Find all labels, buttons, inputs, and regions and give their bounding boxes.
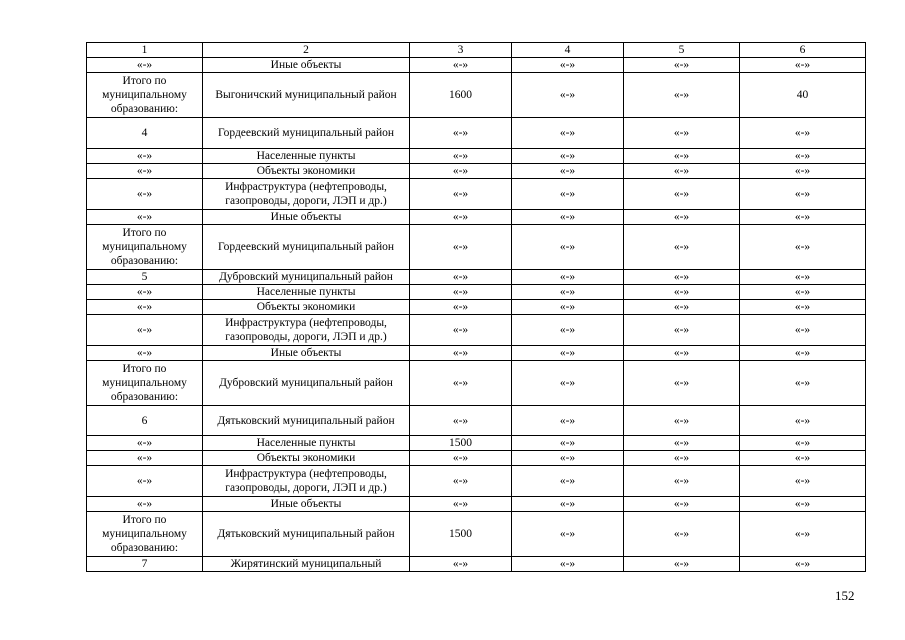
table-row [87,497,866,512]
table-header-row [87,43,866,58]
table-row [87,436,866,451]
table-cell-col-4: «-» [512,270,624,285]
table-cell-col-2: Инфраструктура (нефтепроводы, газопроводы, дороги, ЛЭП и др.) [203,315,410,346]
table-cell-col-1: «-» [87,436,203,451]
table-cell-col-3: «-» [410,149,512,164]
table-row [87,210,866,225]
table-row [87,164,866,179]
table-cell-col-4: «-» [512,225,624,270]
table-cell-col-6: «-» [740,210,866,225]
table-cell-col-2: Инфраструктура (нефтепроводы, газопроводы, дороги, ЛЭП и др.) [203,466,410,497]
table-cell-col-6: «-» [740,361,866,406]
table-cell-col-2: Населенные пункты [203,285,410,300]
table-cell-col-4: «-» [512,451,624,466]
table-row [87,118,866,149]
column-number-6: 6 [740,43,866,58]
table-cell-col-2: Объекты экономики [203,300,410,315]
table-cell-col-3: «-» [410,225,512,270]
table-cell-col-2: Гордеевский муниципальный район [203,118,410,149]
table-cell-col-6: «-» [740,512,866,557]
table-cell-col-3: «-» [410,497,512,512]
table-cell-col-1: «-» [87,346,203,361]
table-row [87,346,866,361]
table-cell-col-5: «-» [624,210,740,225]
table-cell-col-5: «-» [624,73,740,118]
table-row [87,58,866,73]
table-cell-col-4: «-» [512,315,624,346]
table-cell-col-6: «-» [740,406,866,436]
table-cell-col-3: «-» [410,179,512,210]
table-row [87,300,866,315]
table-cell-col-2: Гордеевский муниципальный район [203,225,410,270]
table-cell-col-6: «-» [740,149,866,164]
table-cell-col-2: Иные объекты [203,346,410,361]
table-cell-col-6: «-» [740,436,866,451]
table-cell-col-6: «-» [740,451,866,466]
table-cell-col-1: «-» [87,497,203,512]
table-cell-col-6: «-» [740,164,866,179]
table-cell-col-4: «-» [512,557,624,572]
table-cell-col-5: «-» [624,58,740,73]
page-number: 152 [835,588,855,603]
table-cell-col-1: «-» [87,164,203,179]
table-row [87,557,866,572]
table-cell-col-1: «-» [87,210,203,225]
table-cell-col-3: «-» [410,346,512,361]
table-cell-col-4: «-» [512,164,624,179]
table-cell-col-1: «-» [87,149,203,164]
table-cell-col-4: «-» [512,210,624,225]
table-cell-col-6: «-» [740,466,866,497]
table-row [87,466,866,497]
column-number-3: 3 [410,43,512,58]
table-cell-col-1: 6 [87,406,203,436]
table-cell-col-5: «-» [624,270,740,285]
table-cell-col-1: «-» [87,315,203,346]
table-row [87,270,866,285]
table-cell-col-3: «-» [410,270,512,285]
table-cell-col-4: «-» [512,149,624,164]
table-cell-col-5: «-» [624,149,740,164]
table-cell-col-3: 1500 [410,436,512,451]
table-cell-col-1: «-» [87,285,203,300]
table-cell-col-3: «-» [410,285,512,300]
table-cell-col-3: «-» [410,451,512,466]
table-cell-col-3: «-» [410,466,512,497]
table-cell-col-5: «-» [624,436,740,451]
table-cell-col-6: «-» [740,300,866,315]
table-cell-col-6: «-» [740,179,866,210]
table-cell-col-2: Иные объекты [203,210,410,225]
column-number-2: 2 [203,43,410,58]
table-cell-col-5: «-» [624,118,740,149]
table-cell-col-6: «-» [740,497,866,512]
table-cell-col-2: Иные объекты [203,58,410,73]
table-cell-col-2: Инфраструктура (нефтепроводы, газопроводы, дороги, ЛЭП и др.) [203,179,410,210]
table-cell-col-4: «-» [512,497,624,512]
column-number-1: 1 [87,43,203,58]
table-cell-col-1: Итого по муниципальному образованию: [87,512,203,557]
table-cell-col-1: 5 [87,270,203,285]
table-cell-col-5: «-» [624,557,740,572]
data-table [86,42,866,572]
table-cell-col-5: «-» [624,361,740,406]
table-cell-col-1: Итого по муниципальному образованию: [87,73,203,118]
table-row [87,451,866,466]
table-cell-col-6: «-» [740,270,866,285]
table-cell-col-2: Выгоничский муниципальный район [203,73,410,118]
table-cell-col-4: «-» [512,436,624,451]
table-row [87,285,866,300]
table-row [87,406,866,436]
table-cell-col-1: Итого по муниципальному образованию: [87,225,203,270]
table-cell-col-6: 40 [740,73,866,118]
table-cell-col-5: «-» [624,406,740,436]
table-cell-col-5: «-» [624,285,740,300]
table-cell-col-6: «-» [740,225,866,270]
table-cell-col-6: «-» [740,118,866,149]
table-cell-col-2: Иные объекты [203,497,410,512]
table-cell-col-6: «-» [740,346,866,361]
table-cell-col-3: «-» [410,210,512,225]
table-cell-col-4: «-» [512,73,624,118]
table-cell-col-3: 1600 [410,73,512,118]
table-cell-col-3: «-» [410,557,512,572]
table-row [87,179,866,210]
table-cell-col-5: «-» [624,225,740,270]
table-cell-col-2: Дятьковский муниципальный район [203,512,410,557]
table-row [87,73,866,118]
table-cell-col-1: «-» [87,451,203,466]
table-cell-col-4: «-» [512,118,624,149]
table-cell-col-3: 1500 [410,512,512,557]
column-number-4: 4 [512,43,624,58]
column-number-5: 5 [624,43,740,58]
table-cell-col-4: «-» [512,466,624,497]
table-cell-col-4: «-» [512,346,624,361]
table-cell-col-5: «-» [624,497,740,512]
table-cell-col-5: «-» [624,300,740,315]
table-cell-col-2: Населенные пункты [203,436,410,451]
table-cell-col-1: «-» [87,466,203,497]
table-cell-col-4: «-» [512,361,624,406]
table-row [87,149,866,164]
table-cell-col-1: «-» [87,179,203,210]
table-cell-col-6: «-» [740,315,866,346]
table-cell-col-5: «-» [624,164,740,179]
table-cell-col-1: «-» [87,58,203,73]
table-cell-col-4: «-» [512,406,624,436]
table-cell-col-3: «-» [410,118,512,149]
table-cell-col-4: «-» [512,285,624,300]
table-cell-col-3: «-» [410,361,512,406]
table-cell-col-2: Дубровский муниципальный район [203,270,410,285]
table-cell-col-2: Дятьковский муниципальный район [203,406,410,436]
table-cell-col-2: Населенные пункты [203,149,410,164]
table-cell-col-4: «-» [512,58,624,73]
table-cell-col-6: «-» [740,285,866,300]
table-cell-col-2: Объекты экономики [203,164,410,179]
table-row [87,512,866,557]
table-cell-col-3: «-» [410,164,512,179]
table-body [87,43,866,572]
table-cell-col-5: «-» [624,315,740,346]
table-cell-col-4: «-» [512,179,624,210]
table-cell-col-2: Дубровский муниципальный район [203,361,410,406]
table-row [87,361,866,406]
table-cell-col-3: «-» [410,315,512,346]
table-cell-col-5: «-» [624,466,740,497]
table-cell-col-5: «-» [624,346,740,361]
table-row [87,225,866,270]
table-cell-col-5: «-» [624,179,740,210]
table-cell-col-4: «-» [512,300,624,315]
table-cell-col-5: «-» [624,451,740,466]
table-cell-col-2: Жирятинский муниципальный [203,557,410,572]
table-cell-col-6: «-» [740,557,866,572]
table-cell-col-3: «-» [410,300,512,315]
table-row [87,315,866,346]
table-cell-col-6: «-» [740,58,866,73]
table-cell-col-1: «-» [87,300,203,315]
table-cell-col-3: «-» [410,58,512,73]
table-cell-col-2: Объекты экономики [203,451,410,466]
table-cell-col-1: Итого по муниципальному образованию: [87,361,203,406]
table-cell-col-3: «-» [410,406,512,436]
table-cell-col-4: «-» [512,512,624,557]
table-cell-col-5: «-» [624,512,740,557]
table-cell-col-1: 4 [87,118,203,149]
table-cell-col-1: 7 [87,557,203,572]
